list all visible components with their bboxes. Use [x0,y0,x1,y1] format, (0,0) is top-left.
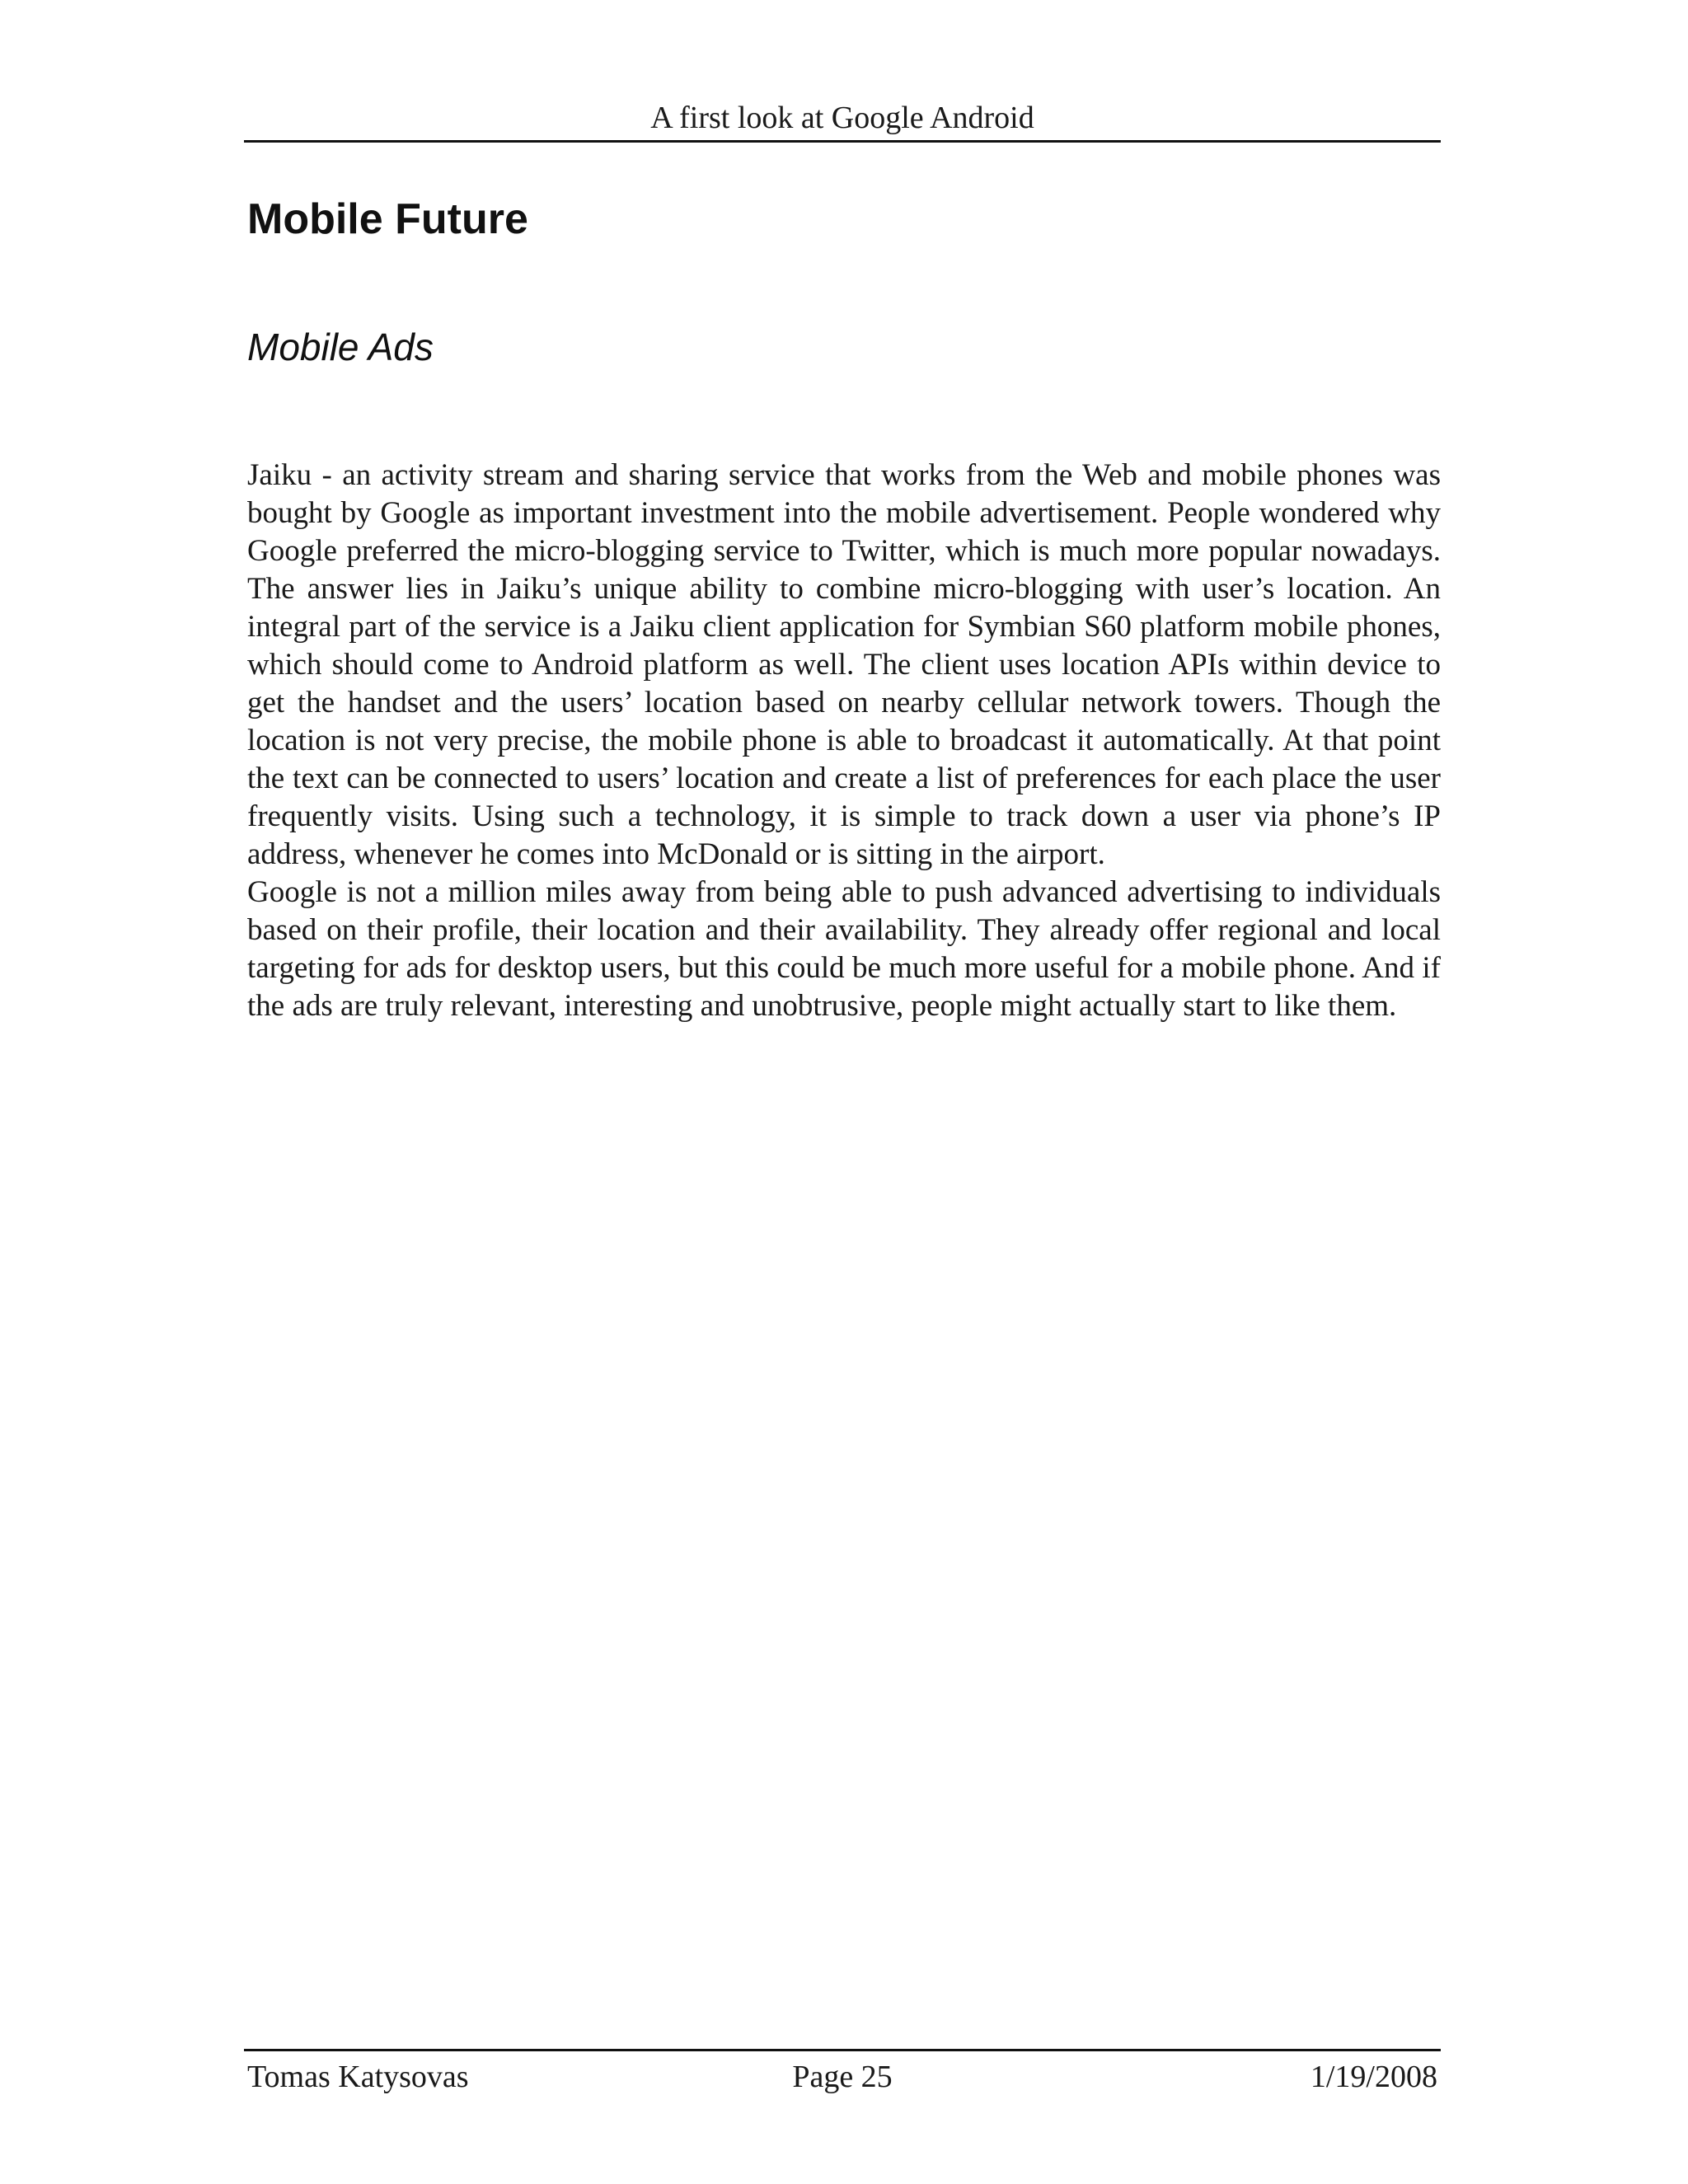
page-header [244,97,1441,143]
paragraph: Jaiku - an activity stream and sharing service that works from the Web and mobile phones was bought by Google as important investment into the mobile advertisement. People wondered why Google preferred the micro-blogging service to Twitter, which is much more popular nowadays. The answer lies in Jaiku’s unique ability to combine micro-blogging with user’s location. An integral part of the service is a Jaiku client application for Symbian S60 platform mobile phones, which should come to Android platform as well. The client uses location APIs within device to get the handset and the users’ location based on nearby cellular network towers. Though the location is not very precise, the mobile phone is able to broadcast it automatically. At that point the text can be connected to users’ location and create a list of preferences for each place the user frequently visits. Using such a technology, it is simple to track down a user via phone’s IP address, whenever he comes into McDonald or is sitting in the airport. [247,458,1441,871]
page-footer [244,2049,1441,2097]
footer-date: 1/19/2008 [1310,2060,1437,2094]
footer-page-number: Page 25 [792,2060,893,2094]
section-heading: Mobile Future [247,195,528,243]
footer-author: Tomas Katysovas [247,2060,469,2094]
body-text [247,457,1441,1025]
subsection-heading: Mobile Ads [247,326,434,368]
document-title: A first look at Google Android [650,101,1034,135]
paragraph: Google is not a million miles away from being able to push advanced advertising to individuals based on their profile, their location and their availability. They already offer regional and local targeting for ads for desktop users, but this could be much more useful for a mobile phone. And if the ads are truly relevant, interesting and unobtrusive, people might actually start to like them. [247,875,1441,1023]
